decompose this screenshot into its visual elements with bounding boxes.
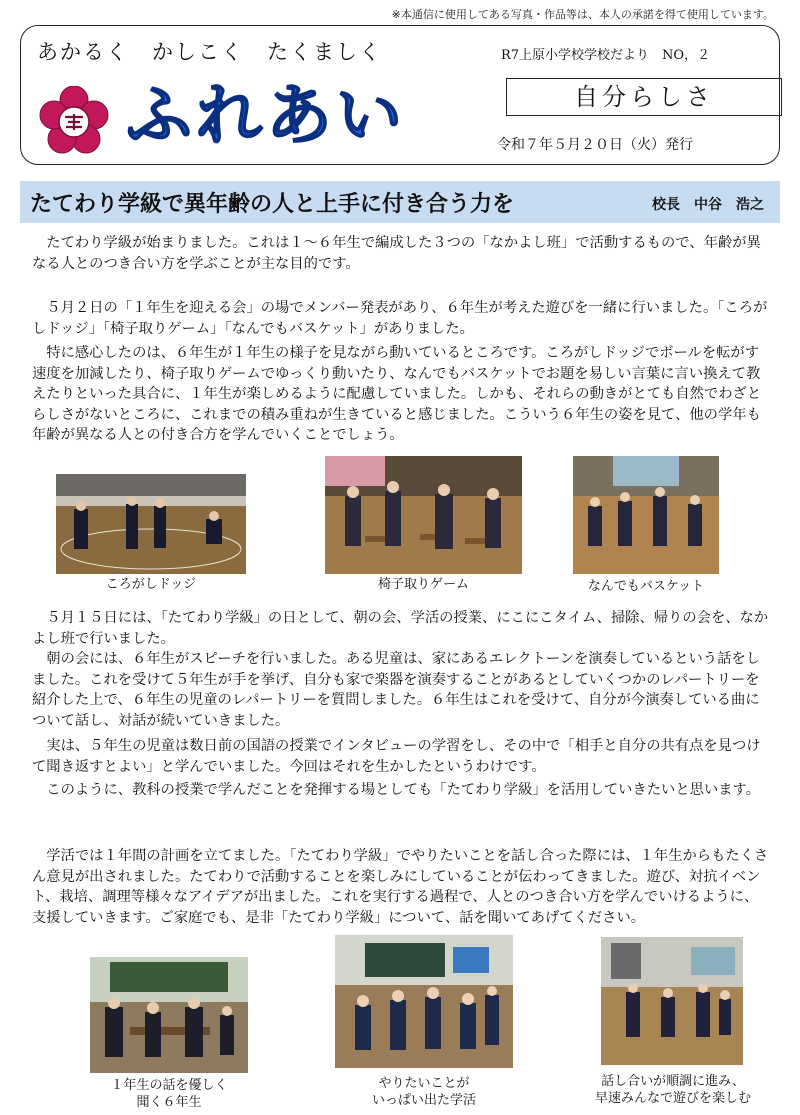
masthead: [20, 25, 780, 165]
caption-fruit-basket: なんでもバスケット: [587, 579, 705, 594]
caption-class-meeting: [335, 1075, 513, 1109]
school-emblem-icon: [39, 86, 109, 156]
article-author: 校長 中谷 浩之: [652, 197, 764, 213]
photo-dodgeball: [56, 474, 246, 574]
paragraph-7: このように、教科の授業で学んだことを発揮する場としても「たてわり学級」を活用していきたいと思います。: [46, 782, 760, 798]
photo-class-meeting: [335, 935, 513, 1068]
issue-number: R7上原小学校学校だより NO，２: [501, 48, 711, 63]
newsletter-title: ふれあい: [126, 77, 406, 154]
caption-listening-line1: １年生の話を優しく: [110, 1078, 228, 1093]
caption-listening-sixth-grader: [82, 1077, 256, 1111]
photo-musical-chairs: [325, 456, 522, 574]
caption-playing-together: [578, 1073, 768, 1107]
article-headline-bar: [20, 181, 780, 223]
paragraph-5: 朝の会には、６年生がスピーチを行いました。ある児童は、家にあるエレクトーンを演奏しているという話をしました。これを受けて５年生が手を挙げ、自分も家で楽器を演奏することがあるとしていくつかのレパートリーを紹介した上で、６年生の児童のレパートリーを質問しました。６年生はこれを受けて、自分が今演奏している曲について話し、対話が続いていきました。: [32, 651, 760, 729]
school-slogan: あかるく かしこく たくましく: [37, 40, 382, 64]
paragraph-1: たてわり学級が始まりました。これは１〜６年生で編成した３つの「なかよし班」で活動するもので、年齢が異なる人とのつき合い方を学ぶことが主な目的です。: [32, 235, 761, 272]
caption-playing-line1: 話し合いが順調に進み、: [601, 1074, 745, 1089]
caption-playing-line2: 早速みんなで遊びを楽しむ: [594, 1091, 751, 1106]
paragraph-4: ５月１５日には、「たてわり学級」の日として、朝の会、学活の授業、にこにこタイム、掃除、帰りの会を、なかよし班で行いました。: [32, 610, 769, 647]
caption-musical-chairs: 椅子取りゲーム: [377, 577, 469, 592]
caption-meeting-line2: いっぱい出た学活: [371, 1093, 476, 1108]
paragraph-6: 実は、５年生の児童は数日前の国語の授業でインタビューの学習をし、その中で「相手と自分の共有点を見つけて聞き返すとよい」と学んでいました。今回はそれを生かしたというわけです。: [32, 738, 761, 775]
issue-theme: 自分らしさ: [506, 78, 782, 116]
paragraph-2: ５月２日の「１年生を迎える会」の場でメンバー発表があり、６年生が考えた遊びを一緒に行いました。「ころがしドッジ」「椅子取りゲーム」「なんでもバスケット」がありました。: [32, 300, 768, 337]
photo-fruit-basket: [573, 456, 719, 574]
photo-playing-together: [601, 937, 743, 1065]
caption-meeting-line1: やりたいことが: [378, 1076, 470, 1091]
photo-listening-sixth-grader: [90, 957, 248, 1073]
article-headline: たてわり学級で異年齢の人と上手に付き合う力を: [30, 192, 515, 217]
paragraph-8: 学活では１年間の計画を立てました。「たてわり学級」でやりたいことを話し合った際には、１年生からもたくさん意見が出されました。たてわりで活動することを楽しみにしていることが伝わってきました。遊び、対抗イベント、栽培、調理等様々なアイデアが出ました。これを実行する過程で、人とのつき合い方を学んでいけるように、支援していきます。ご家庭でも、是非「たてわり学級」について、話を聞いてあげてください。: [32, 848, 769, 926]
publish-date: 令和７年５月２０日（火）発行: [497, 137, 693, 153]
usage-notice: ※本通信に使用してある写真・作品等は、本人の承諾を得て使用しています。: [391, 8, 774, 21]
paragraph-3: 特に感心したのは、６年生が１年生の様子を見ながら動いているところです。ころがしドッジでボールを転がす速度を加減したり、椅子取りゲームでゆっくり動いたり、なんでもバスケットでお題を易しい言葉に言い換えて教えたりといった具合に、１年生が楽しめるように配慮していました。しかも、それらの動きがとても自然でわざとらしさがないところに、これまでの積み重ねが生きていると感じました。こういう６年生の姿を見て、他の学年も年齢が異なる人との付き合方を学んでいくことでしょう。: [32, 345, 762, 444]
caption-listening-line2: 聞く６年生: [136, 1095, 202, 1110]
caption-dodgeball: ころがしドッジ: [105, 577, 197, 592]
